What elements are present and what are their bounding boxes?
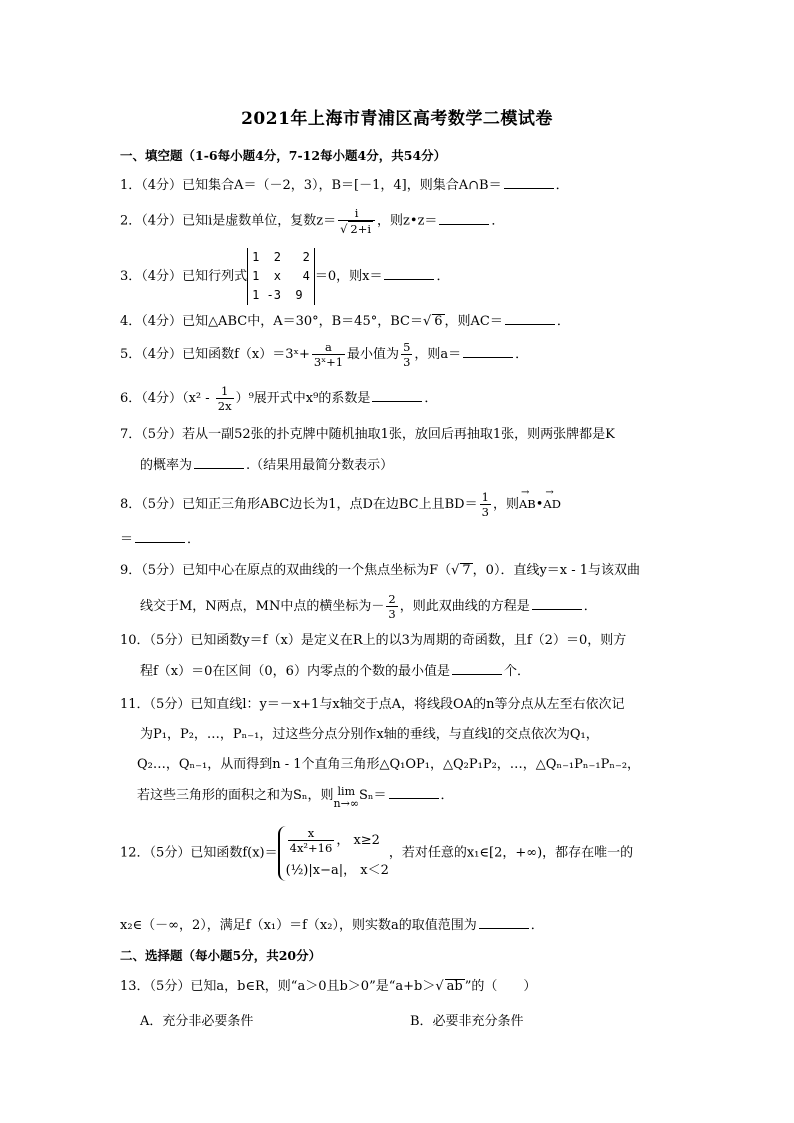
determinant-row: 1 -3 9 — [252, 288, 303, 302]
question-score: （5分） — [141, 427, 183, 442]
question-text: ，则 — [492, 497, 519, 512]
question-number: 13． — [120, 979, 150, 994]
question-text: ，则AC＝ — [444, 314, 503, 329]
question-end: ． — [515, 347, 529, 362]
question-text: Sₙ＝ — [359, 788, 387, 803]
question-end: ． — [556, 314, 570, 329]
fraction-numerator: 2 — [388, 592, 396, 606]
question-text: ，则a＝ — [414, 347, 462, 362]
question-number: 4． — [120, 314, 142, 329]
question-score: （4分） — [141, 347, 183, 362]
fraction-denominator: 3 — [388, 607, 396, 621]
question-11 — [120, 696, 624, 714]
question-score: （5分） — [149, 845, 191, 861]
fraction — [216, 384, 234, 413]
question-7-continued — [140, 456, 393, 475]
determinant-row: 1 2 2 — [252, 250, 310, 264]
fraction — [480, 490, 491, 519]
question-9-continued — [140, 592, 597, 621]
question-1 — [120, 176, 569, 195]
question-text: 最小值为 — [347, 347, 400, 362]
question-text: ，0）．直线y＝x - 1与该双曲 — [472, 563, 641, 578]
fraction-denominator: 3 — [403, 355, 411, 369]
question-number: 2． — [120, 213, 142, 229]
question-12-continued — [120, 916, 544, 935]
fraction — [386, 592, 397, 621]
question-end: 个． — [503, 664, 530, 679]
answer-blank[interactable] — [372, 389, 422, 402]
question-text: 已知函数y＝f（x）是定义在R上的以3为周期的奇函数，且f（2）＝0，则方 — [190, 633, 627, 648]
fraction — [338, 206, 375, 236]
question-score: （5分） — [149, 633, 191, 648]
determinant-row: 1 x 4 — [252, 269, 310, 283]
question-text: x₂∈（－∞，2），满足f（x₁）＝f（x₂），则实数a的取值范围为 — [120, 918, 477, 933]
question-text: 已知函数f（x）＝3ˣ+ — [182, 347, 310, 362]
question-text: .（结果用最简分数表示） — [246, 458, 394, 473]
question-12 — [120, 826, 633, 881]
fraction-numerator: 1 — [216, 384, 234, 399]
question-2 — [120, 206, 504, 236]
answer-blank[interactable] — [505, 312, 555, 325]
question-text: 已知函数f(x)＝ — [190, 845, 278, 861]
sqrt-content: 2+i — [350, 222, 372, 236]
question-text: 已知i是虚数单位，复数z＝ — [182, 213, 337, 229]
question-number: 9． — [120, 563, 142, 578]
vector-label: → AD — [543, 495, 561, 513]
question-text: ，则z•z＝ — [377, 213, 438, 229]
question-number: 10． — [120, 633, 150, 648]
question-text: 已知行列式 — [182, 269, 248, 284]
fraction — [401, 340, 412, 369]
question-text: 已知集合A＝（－2，3），B＝[－1，4]，则集合A∩B＝ — [182, 178, 502, 193]
answer-blank[interactable] — [439, 212, 489, 225]
answer-blank[interactable] — [389, 786, 439, 799]
question-text: 程f（x）＝0在区间（0，6）内零点的个数的最小值是 — [140, 664, 450, 679]
question-3 — [120, 248, 450, 305]
question-number: 5． — [120, 347, 142, 362]
question-end: ． — [436, 269, 450, 284]
question-score: （4分） — [141, 314, 183, 329]
fraction — [288, 826, 335, 855]
question-end: ． — [424, 391, 438, 406]
question-number: 3． — [120, 269, 142, 284]
question-10 — [120, 632, 626, 650]
fraction-denominator: 4x²+16 — [289, 841, 333, 855]
question-score: （5分） — [149, 697, 191, 712]
case-condition: ， x≥2 — [336, 833, 380, 848]
question-text: 若这些三角形的面积之和为Sₙ，则 — [137, 788, 334, 803]
question-text: ＝0，则x＝ — [314, 269, 383, 284]
question-end: ． — [530, 918, 544, 933]
limit-subscript: n→∞ — [333, 797, 359, 810]
dot-operator: • — [535, 497, 544, 512]
piecewise-function — [278, 826, 389, 881]
question-score: （5分） — [149, 979, 191, 994]
question-end: ． — [187, 532, 201, 547]
fraction-denominator: 2x — [217, 399, 232, 413]
answer-blank[interactable] — [135, 530, 185, 543]
fraction-denominator: 3ˣ+1 — [313, 355, 344, 369]
question-11-line3: Q₂…，Qₙ₋₁，从而得到n - 1个直角三角形△Q₁OP₁，△Q₂P₁P₂，…，△Qₙ₋₁Pₙ₋₁Pₙ₋₂， — [137, 757, 641, 772]
section-heading-fill-in: 一、填空题（1-6每小题4分，7-12每小题4分，共54分） — [120, 148, 447, 163]
question-score: （5分） — [141, 497, 183, 512]
question-8 — [120, 490, 561, 519]
page-title: 2021年上海市青浦区高考数学二模试卷 — [241, 109, 553, 129]
question-10-continued — [140, 662, 530, 681]
question-number: 6． — [120, 391, 142, 406]
question-number: 7． — [120, 427, 142, 442]
piecewise-case-1 — [286, 826, 389, 855]
question-text: ＝ — [120, 532, 134, 547]
question-score: （5分） — [141, 563, 183, 578]
sqrt-content: ab — [446, 979, 463, 994]
question-text: 已知正三角形ABC边长为1，点D在边BC上且BD＝ — [182, 497, 478, 512]
option-a[interactable]: A．充分非必要条件 — [140, 1014, 254, 1029]
answer-blank[interactable] — [504, 176, 554, 189]
question-text: （x² - — [182, 391, 214, 406]
question-text: 线交于M，N两点，MN中点的横坐标为－ — [140, 599, 385, 614]
question-text: 若从一副52张的扑克牌中随机抽取1张，放回后再抽取1张，则两张牌都是K — [182, 427, 615, 442]
question-5 — [120, 340, 528, 369]
fraction-numerator: x — [288, 826, 335, 841]
question-score: （4分） — [141, 391, 183, 406]
question-text: 已知△ABC中，A＝30°，B＝45°，BC＝ — [182, 314, 423, 329]
question-end: ． — [491, 213, 505, 229]
fraction-numerator: a — [312, 340, 345, 355]
fraction-denominator: 3 — [481, 505, 489, 519]
question-score: （4分） — [141, 213, 183, 229]
answer-blank[interactable] — [479, 916, 529, 929]
fraction — [312, 340, 345, 369]
question-8-continued — [120, 530, 200, 549]
question-11-line2: 为P₁，P₂，…，Pₙ₋₁，过这些分点分别作x轴的垂线，与直线l的交点依次为Q₁， — [140, 727, 599, 742]
question-6 — [120, 384, 437, 413]
question-number: 8． — [120, 497, 142, 512]
question-end: ． — [440, 788, 454, 803]
answer-blank[interactable] — [194, 456, 244, 469]
sqrt-content: 7 — [462, 563, 471, 578]
question-text: 的概率为 — [140, 458, 193, 473]
limit-label: lim — [337, 785, 355, 798]
option-b[interactable]: B．必要非充分条件 — [410, 1014, 524, 1029]
question-text: ”的（ ） — [464, 979, 537, 994]
question-text: 已知直线l：y＝－x+1与x轴交于点A，将线段OA的n等分点从左至右依次记 — [190, 697, 625, 712]
question-number: 1． — [120, 178, 142, 193]
sqrt-content: 6 — [434, 314, 443, 329]
limit-operator — [334, 786, 359, 810]
question-text: 已知中心在原点的双曲线的一个焦点坐标为F（ — [182, 563, 452, 578]
piecewise-case-2: (½)|x−a|， x＜2 — [285, 863, 389, 878]
question-end: ． — [555, 178, 569, 193]
fraction-denominator: √ 2+i — [340, 222, 372, 236]
fraction-numerator: 5 — [403, 340, 411, 354]
question-text: ，则此双曲线的方程是 — [399, 599, 530, 614]
question-13: 13．（5分）已知a，b∈R，则“a＞0且b＞0”是“a+b＞√ ab ”的（ ） — [120, 979, 537, 994]
question-4: 4．（4分）已知△ABC中，A＝30°，B＝45°，BC＝√ 6 ，则AC＝ ． — [120, 314, 570, 329]
fraction-numerator: 1 — [481, 490, 489, 504]
fraction-numerator: i — [338, 206, 375, 221]
section-heading-choice: 二、选择题（每小题5分，共20分） — [120, 948, 322, 963]
answer-blank[interactable] — [384, 267, 434, 280]
question-7 — [120, 426, 615, 444]
determinant — [247, 248, 315, 305]
question-9: 9．（5分）已知中心在原点的双曲线的一个焦点坐标为F（√ 7 ，0）．直线y＝x - 1与该双曲 — [120, 563, 641, 578]
answer-blank[interactable] — [532, 597, 582, 610]
answer-blank[interactable] — [463, 345, 513, 358]
question-end: ． — [583, 599, 597, 614]
question-text: ，若对任意的x₁∈[2，+∞)，都存在唯一的 — [388, 845, 634, 861]
question-score: （4分） — [141, 269, 183, 284]
answer-blank[interactable] — [452, 662, 502, 675]
question-number: 11． — [120, 697, 150, 712]
question-11-line4 — [137, 786, 454, 810]
question-text: 已知a，b∈R，则“a＞0且b＞0”是“a+b＞ — [190, 979, 436, 994]
question-text: ）⁹展开式中x⁹的系数是 — [235, 391, 371, 406]
question-score: （4分） — [141, 178, 183, 193]
question-number: 12． — [120, 845, 150, 861]
vector-label: → AB — [519, 495, 536, 513]
